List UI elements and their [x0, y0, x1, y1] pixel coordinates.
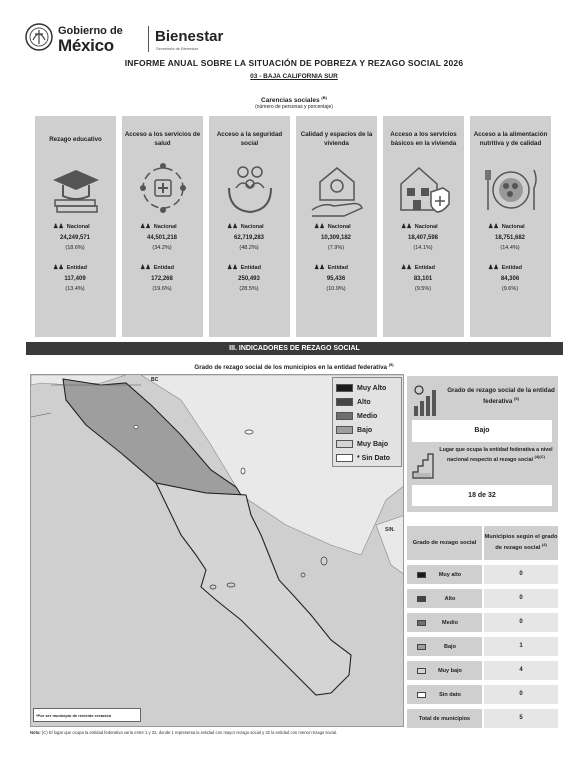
entidad-label: Entidad — [153, 264, 174, 271]
gobierno-text: Gobierno de — [58, 25, 123, 37]
people-icon: ♟♟ — [140, 224, 151, 230]
entidad-label: Entidad — [501, 264, 522, 271]
entidad-label: Entidad — [414, 264, 435, 271]
section-title-bar: III. INDICADORES DE REZAGO SOCIAL — [26, 342, 563, 355]
grade-count: 1 — [484, 637, 558, 656]
nacional-label-row — [488, 223, 525, 230]
card-title: Acceso a la alimentación nutritiva y de calidad — [473, 131, 548, 147]
entidad-value: 250,493 — [238, 276, 260, 282]
entidad-label: Entidad — [66, 264, 87, 271]
people-icon: ♟♟ — [488, 224, 499, 230]
bienestar-subtext: Secretaría de Bienestar — [156, 46, 199, 51]
carencias-title: Carencias sociales $^{(B)}$ — [261, 95, 327, 105]
card-title: Acceso a los servicios de salud — [124, 131, 201, 147]
grade-cell — [407, 589, 482, 608]
carencia-card — [122, 116, 203, 337]
legend-item — [336, 381, 398, 395]
carencia-card — [35, 116, 116, 337]
people-icon: ♟♟ — [314, 224, 325, 230]
legend-label: Alto — [357, 398, 371, 406]
grade-label: Muy bajo — [438, 667, 462, 674]
entidad-value: 172,268 — [151, 276, 173, 282]
entidad-label: Entidad — [327, 264, 348, 271]
grade-label: Medio — [442, 619, 458, 626]
grade-cell — [407, 637, 482, 656]
header-divider — [148, 26, 149, 52]
entidad-label-row — [314, 264, 348, 271]
nacional-label-row — [401, 223, 438, 230]
legend-label: Muy Bajo — [357, 440, 389, 448]
legend-label: Muy Alto — [357, 384, 387, 392]
card-title: Acceso a la seguridad social — [216, 131, 283, 147]
grade-count: 0 — [484, 685, 558, 704]
sinaloa-label: SIN. — [385, 527, 395, 533]
nacional-value: 18,407,598 — [407, 235, 439, 241]
entidad-label-row — [140, 264, 174, 271]
mexico-seal-icon — [24, 22, 54, 54]
map-note: *Por ser municipio de reciente creación — [33, 708, 141, 722]
legend-item — [336, 395, 398, 409]
entidad-percent: (10.9%) — [326, 286, 346, 292]
entidad-value: 95,436 — [326, 276, 346, 282]
nacional-value: 24,249,571 — [59, 235, 91, 241]
carencia-card — [470, 116, 551, 337]
grade-swatch — [417, 572, 426, 578]
legend-item — [336, 437, 398, 451]
grade-swatch — [417, 668, 426, 674]
grade-count: 0 — [484, 589, 558, 608]
grade-table — [407, 526, 558, 728]
people-icon: ♟♟ — [53, 224, 64, 230]
footnote: Nota: (C) El lugar que ocupa la entidad federativa varía entre 1 y 32, donde 1 representa la entidad con mayor rezago social y 32 la entidad con menor rezago social. — [30, 730, 338, 735]
entidad-label-row — [227, 264, 261, 271]
entidad-percent: (28.5%) — [239, 286, 259, 292]
house-services-icon — [397, 158, 451, 218]
nacional-label-row — [140, 223, 177, 230]
nacional-label: Nacional — [66, 223, 90, 230]
carencia-card — [296, 116, 377, 337]
legend-item — [336, 451, 398, 465]
people-icon: ♟♟ — [401, 265, 412, 271]
entidad-percent: (9.6%) — [501, 286, 519, 292]
total-value: 5 — [484, 709, 558, 728]
card-title: Calidad y espacios de la vivienda — [300, 131, 373, 147]
entidad-value: 83,101 — [413, 276, 433, 282]
card-title: Acceso a los servicios básicos en la vivienda — [390, 131, 457, 147]
nacional-percent: (34.2%) — [152, 245, 172, 251]
legend-swatch — [336, 454, 353, 462]
grade-table-row — [407, 565, 558, 584]
map-legend — [332, 377, 402, 467]
nacional-percent: (7.9%) — [327, 245, 345, 251]
grade-swatch — [417, 620, 426, 626]
nacional-label: Nacional — [414, 223, 438, 230]
entidad-label-row — [53, 264, 87, 271]
nacional-label-row — [53, 223, 90, 230]
people-icon: ♟♟ — [314, 265, 325, 271]
grade-table-row — [407, 685, 558, 704]
grado-entidad-value: Bajo — [412, 420, 552, 442]
nacional-label-row — [314, 223, 351, 230]
nacional-percent: (48.2%) — [239, 245, 259, 251]
grade-table-head-grado: Grado de rezago social — [407, 526, 482, 560]
nacional-label: Nacional — [327, 223, 351, 230]
people-icon: ♟♟ — [227, 224, 238, 230]
mexico-text: México — [58, 36, 114, 55]
grade-swatch — [417, 644, 426, 650]
food-plate-icon — [484, 158, 538, 218]
people-icon: ♟♟ — [488, 265, 499, 271]
grade-swatch — [417, 596, 426, 602]
grado-entidad-title: Grado de rezago social de la entidad federativa $^{(5)}$ — [447, 387, 555, 405]
lugar-value: 18 de 32 — [412, 485, 552, 506]
grade-table-head-municipios: Municipios según el grado de rezago social $^{(4)}$ — [484, 526, 558, 560]
house-hand-icon — [310, 158, 364, 218]
legend-label: Medio — [357, 412, 378, 420]
legend-item — [336, 423, 398, 437]
family-hands-icon — [223, 158, 277, 218]
nacional-percent: (18.6%) — [65, 245, 85, 251]
grade-cell — [407, 685, 482, 704]
rezago-summary-panel — [407, 376, 558, 512]
entidad-label-row — [488, 264, 522, 271]
nacional-percent: (14.4%) — [500, 245, 520, 251]
lugar-title: Lugar que ocupa la entidad federativa a nivel nacional respecto al rezago social $^{(4)(C)}$ — [439, 447, 553, 463]
bar-chart-icon — [411, 384, 439, 418]
report-title: INFORME ANUAL SOBRE LA SITUACIÓN DE POBREZA Y REZAGO SOCIAL 2026 — [124, 58, 464, 68]
nacional-value: 10,309,182 — [320, 235, 352, 241]
entidad-percent: (19.6%) — [152, 286, 172, 292]
carencia-card — [209, 116, 290, 337]
legend-item — [336, 409, 398, 423]
grade-cell — [407, 613, 482, 632]
map-title: Grado de rezago social de los municipios en la entidad federativa $^{(5)}$ — [194, 362, 394, 372]
legend-swatch — [336, 412, 353, 420]
grade-table-row — [407, 589, 558, 608]
entidad-label: Entidad — [240, 264, 261, 271]
grade-swatch — [417, 692, 426, 698]
legend-label: * Sin Dato — [357, 454, 391, 462]
grade-label: Muy alto — [438, 571, 462, 578]
entidad-percent: (9.5%) — [414, 286, 432, 292]
nacional-percent: (14.1%) — [413, 245, 433, 251]
nacional-value: 44,501,218 — [146, 235, 178, 241]
stairs-icon — [411, 446, 437, 480]
header-logos — [24, 22, 224, 58]
card-title: Rezago educativo — [49, 135, 102, 143]
entidad-value: 117,409 — [64, 276, 86, 282]
nacional-value: 18,751,682 — [494, 235, 526, 241]
nacional-label: Nacional — [153, 223, 177, 230]
nacional-label: Nacional — [240, 223, 264, 230]
grade-label: Alto — [444, 595, 456, 602]
legend-label: Bajo — [357, 426, 373, 434]
grade-table-row — [407, 613, 558, 632]
people-icon: ♟♟ — [140, 265, 151, 271]
graduation-cap-book-icon — [49, 158, 103, 218]
bienestar-text: Bienestar — [155, 28, 224, 45]
bc-label: BC — [151, 377, 159, 383]
carencia-card — [383, 116, 464, 337]
total-label: Total de municipios — [407, 709, 482, 728]
nacional-label-row — [227, 223, 264, 230]
grade-label: Bajo — [444, 643, 456, 650]
health-services-icon — [136, 158, 190, 218]
grade-label: Sin dato — [439, 691, 461, 698]
nacional-label: Nacional — [501, 223, 525, 230]
grade-cell — [407, 565, 482, 584]
grade-count: 4 — [484, 661, 558, 680]
grade-count: 0 — [484, 565, 558, 584]
carencias-subtitle: (número de personas y porcentaje) — [255, 104, 333, 110]
grade-count: 0 — [484, 613, 558, 632]
entidad-value: 84,306 — [500, 276, 520, 282]
people-icon: ♟♟ — [53, 265, 64, 271]
legend-swatch — [336, 398, 353, 406]
legend-swatch — [336, 426, 353, 434]
entidad-percent: (13.4%) — [65, 286, 85, 292]
people-icon: ♟♟ — [227, 265, 238, 271]
grade-table-row — [407, 661, 558, 680]
nacional-value: 62,719,283 — [233, 235, 265, 241]
state-subtitle: 03 - BAJA CALIFORNIA SUR — [250, 73, 338, 80]
people-icon: ♟♟ — [401, 224, 412, 230]
entidad-label-row — [401, 264, 435, 271]
legend-swatch — [336, 440, 353, 448]
legend-swatch — [336, 384, 353, 392]
grade-table-row — [407, 637, 558, 656]
grade-table-total-row — [407, 709, 558, 728]
grade-cell — [407, 661, 482, 680]
